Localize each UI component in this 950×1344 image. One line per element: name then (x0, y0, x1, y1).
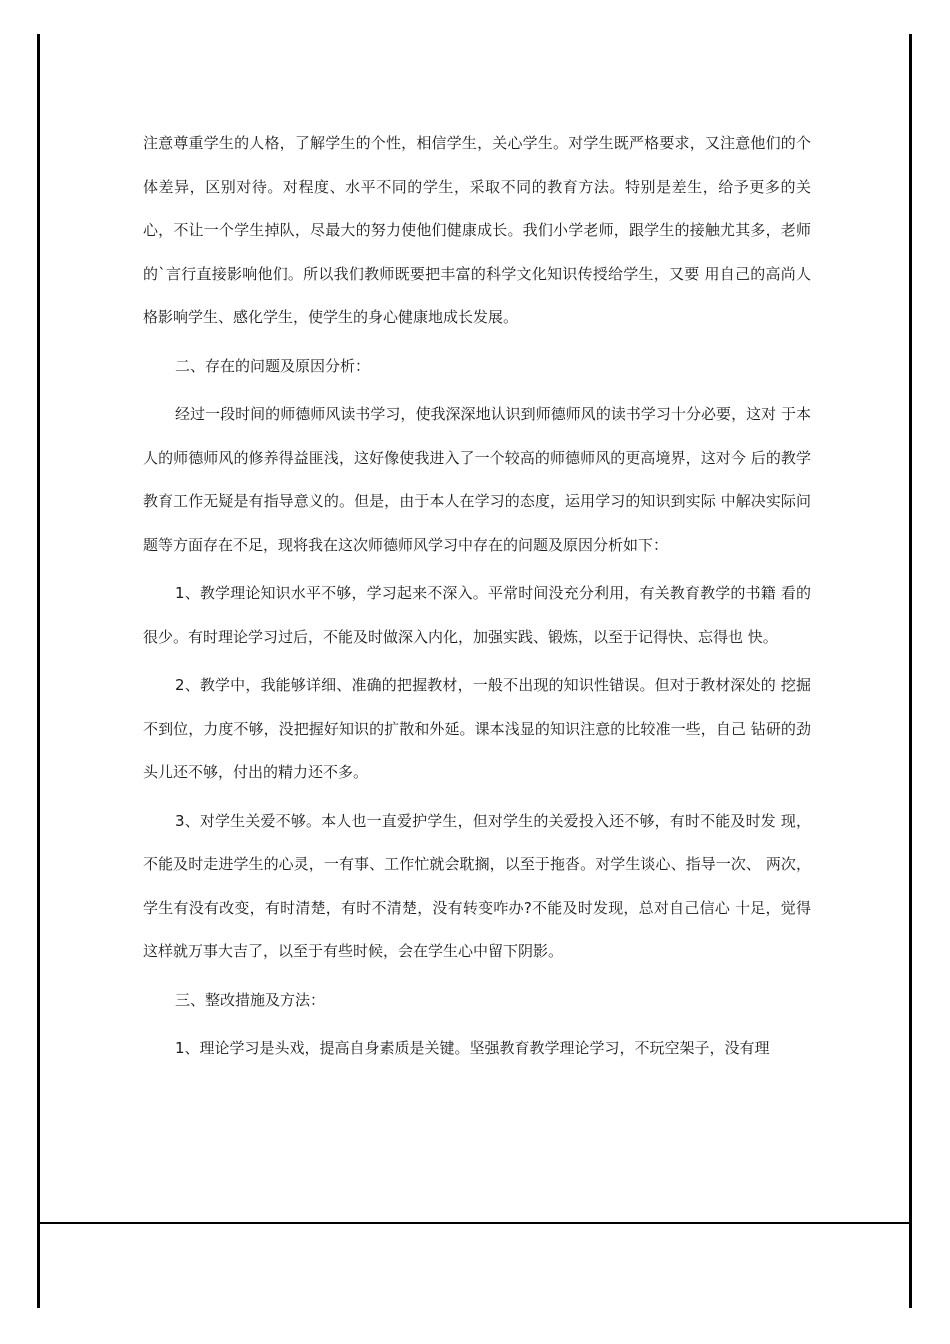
paragraph-continuation: 注意尊重学生的人格，了解学生的个性，相信学生，关心学生。对学生既严格要求，又注意他们的个体差异，区别对待。对程度、水平不同的学生，采取不同的教育方法。特别是差生，给予更多的关心，不让一个学生掉队，尽最大的努力使他们健康成长。我们小学老师，跟学生的接触尤其多，老师的`言行直接影响他们。所以我们教师既要把丰富的科学文化知识传授给学生，又要 用自己的高尚人格影响学生、感化学生，使学生的身心健康地成长发展。 (143, 134, 811, 326)
document-body (143, 122, 811, 1071)
page-border-left (37, 34, 40, 1308)
list-item-teaching: 2、教学中，我能够详细、准确的把握教材，一般不出现的知识性错误。但对于教材深处的 挖掘不到位，力度不够，没把握好知识的扩散和外延。课本浅显的知识注意的比较准一些，自己 钻研的劲头儿还不够，付出的精力还不多。 (143, 676, 811, 781)
list-item-care: 3、对学生关爱不够。本人也一直爱护学生，但对学生的关爱投入还不够，有时不能及时发 现，不能及时走进学生的心灵，一有事、工作忙就会耽搁，以至于拖沓。对学生谈心、指导一次、 两次，学生有没有改变，有时清楚，有时不清楚，没有转变咋办?不能及时发现，总对自己信心 十足，觉得这样就万事大吉了，以至于有些时候，会在学生心中留下阴影。 (143, 811, 811, 960)
paragraph-analysis-intro: 经过一段时间的师德师风读书学习，使我深深地认识到师德师风的读书学习十分必要，这对 于本人的师德师风的修养得益匪浅，这好像使我进入了一个较高的师德师风的更高境界，这对今 后的教学教育工作无疑是有指导意义的。但是，由于本人在学习的态度，运用学习的知识到实际 中解决实际问题等方面存在不足，现将我在这次师德师风学习中存在的问题及原因分析如下： (143, 405, 811, 554)
list-item-measure-1: 1、理论学习是头戏，提高自身素质是关键。坚强教育教学理论学习，不玩空架子，没有理 (175, 1039, 770, 1057)
page-border-right (909, 34, 912, 1308)
section-heading-problems: 二、存在的问题及原因分析： (175, 356, 371, 375)
list-item-theory: 1、教学理论知识水平不够，学习起来不深入。平常时间没充分利用，有关教育教学的书籍 看的很少。有时理论学习过后，不能及时做深入内化，加强实践、锻炼，以至于记得快、忘得也 快。 (143, 584, 811, 646)
section-heading-measures: 三、整改措施及方法： (175, 990, 326, 1009)
page-border-bottom (37, 1222, 912, 1224)
